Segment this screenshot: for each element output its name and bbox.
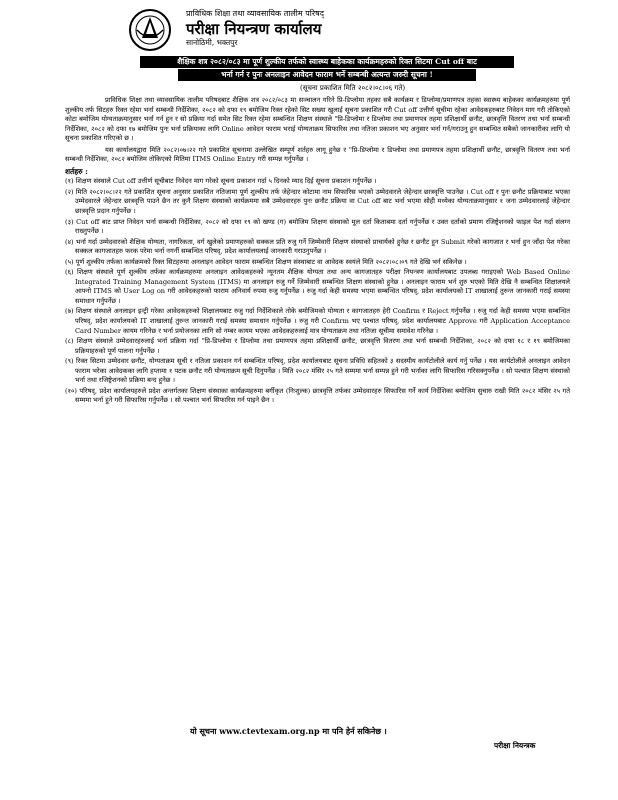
organization-name: प्राविधिक शिक्षा तथा व्यावसायिक तालीम परिषद् [186,9,324,18]
office-address: सानोठिमी, भक्तपुर [186,38,238,47]
office-title: परीक्षा नियन्त्रण कार्यालय [186,20,322,38]
conditions-list [65,177,570,406]
notice-body [65,96,570,407]
condition-item: (६) शिक्षण संस्थाले पूर्ण शुल्कीय तर्फका कार्यक्रमहरुमा अनलाइन आवेदकहरुको न्यूनतम शैक्षिक योग्यता तथा अन्य कागजातहरु परीक्षा नियन्त्रण कार्यालयबाट उपलब्ध गराइएको Web Based Online Integrated Training Management System (ITMS) मा अनलाइन रुजु गर्ने जिम्मेवारी सम्बन्धित शिक्षण संस्थाको हुनेछ । अनलाइन फाराम भर्न शुरु भएको मिति देखि नै सम्बन्धित शिक्षालयले आफ्नो ITMS को User Log on गरी आवेदकहरुको फाराम अनिवार्य रुपमा रुजु गर्नुपर्नेछ । रुजु गर्दा केही समस्या भएमा सम्बन्धित परिषद्, प्रदेश कार्यालयको IT शाखालाई तुरुन्त जानकारी गराई समस्या समाधान गर्नुपर्नेछ । [65,268,570,305]
publication-date: (सूचना प्रकाशित मिति २०८२।०८।०६ गते) [300,84,406,92]
notice-banner-line-1: शैक्षिक शत्र २०८२/०८३ मा पूर्ण शुल्कीय तर्फको स्वास्थ्य बाहेकका कार्यक्रमहरुको रिक्त सिटमा Cut off बाट [140,56,514,68]
condition-item: (८) शिक्षण संस्थाले उम्मेदवारहरुलाई भर्ना प्रक्रिया गर्दा "प्रि-डिप्लोमा र डिप्लोमा तथा प्रमाणपत्र तहमा प्रशिक्षार्थी छनौट, छात्रवृत्ति वितरण तथा भर्ना सम्बन्धी निर्देशिका, २०८२ को दफा १८ र १९ बमोजिमका प्रक्रियाहरुको पूर्ण पालना गर्नुपर्नेछ । [65,337,570,355]
condition-item: (९) रिक्त सिटमा उम्मेदवार छनौट, योग्यताक्रम सूची र नतिजा प्रकाशन गर्न सम्बन्धित परिषद्, प्रदेश कार्यालयबाट सूचना प्रविधि सहितको ३ सदस्यीय कार्यटोलीले कार्य गर्नु पर्नेछ । यस कार्यटोलीले अनलाइन आवेदन फाराम भरेका आवेदकका लागि हप्तामा १ पटक छनौट गरी योग्यताक्रम सूची दिनुपर्नेछ । मिति २०८२ मंसिर २५ गते सम्ममा भर्ना सम्पन्न हुने गरी भर्नाका लागि सिफारिस गरिसक्नुपर्नेछ । सो पश्चात शिक्षण संस्थाको भर्ना तथा रजिष्ट्रेशनको प्रक्रिया बन्द हुनेछ । [65,357,570,385]
condition-item: (३) Cut off बाट प्राप्त निवेदन भर्ना सम्बन्धी निर्देशिका, २०८२ को दफा १९ को खण्ड (ग) बमोजिम शिक्षण संस्थाको मूल दर्ता किताबमा दर्ता गर्नुपर्नेछ र उक्त दर्ताको प्रमाण रजिष्ट्रेशनको फाइल पेश गर्दा संलग्न राख्नुपर्नेछ । [65,217,570,236]
condition-item: (७) शिक्षण संस्थाले अनलाइन इन्ट्री गरेका आवेदकहरुको शिक्षालयबाट रुजु गर्दा निर्देशिकाले तोके बमोजिमको योग्यता र कागजातहरु हेरी Confirm र Reject गर्नुपर्नेछ । रुजु गर्दा केही समस्या भएमा सम्बन्धित परिषद्, प्रदेश कार्यालयको IT शाखालाई तुरुन्त जानकारी गराई समस्या समाधान गर्नुपर्नेछ । रुजु गरी Confirm भए पश्चात परिषद्, प्रदेश कार्यालयबाट Approve गरी Application Acceptance Card Number कायम गरिनेछ र भर्ना प्रयोजनका लागि सो नम्बर कायम भएका आवेदकहरुलाई मात्र योग्यताक्रम तथा नतिजा सूचीमा समावेश गरिनेछ । [65,307,570,335]
notice-banner-line-2: भर्ना गर्न र पुनः अनलाइन आवेदन फाराम भर्ने सम्बन्धी अत्यन्त जरुरी सूचना ! [178,69,476,81]
signatory-title: परीक्षा नियन्त्रक [494,741,536,750]
condition-item: (२) मिति २०८२।०८।२२ गते प्रकाशित सूचना अनुसार प्रकाशित नतिजामा पूर्ण शुल्कीय तर्फ जेहेन्दार कोटामा नाम सिफारिस भएको उम्मेदवारले जेहेन्दार छात्रवृत्ति पाउनेछ । Cut off र पुनः छनौट प्रक्रियाबाट भएका उम्मेदवारले जेहेन्दार छात्रवृत्ति पाउने छैन तर कुनै शिक्षण संस्थाको कार्यक्रममा सबै उम्मेदवारहरु पुनः छनौट प्रक्रिया वा Cut off बाट भर्ना भएमा सोही मध्येका योग्यताक्रमानुसार १ जना उम्मेदवारलाई जेहेन्दार छात्रवृत्ति प्रदान गर्नुपर्नेछ । [65,187,570,216]
website-note: यो सूचना www.ctevtexam.org.np मा पनि हेर्न सकिनेछ । [190,726,387,736]
condition-item: (५) पूर्ण शुल्कीय तर्फका कार्यक्रमको रिक्त सिटहरुमा अनलाइन आवेदन फाराम सम्बन्धित शिक्षण संस्थाबाट वा आवेदक स्वयंले मिति २०८२।०८।०९ गते देखि भर्न सकिनेछ । [65,257,467,266]
intro-paragraph: प्राविधिक शिक्षा तथा व्यावसायिक तालीम परिषदबाट शैक्षिक शत्र २०८२/०८३ मा सञ्चालन गरिने प्रि-डिप्लोमा तहका सबै कार्यक्रम र डिप्लोमा/प्रमाणपत्र तहका स्वास्थ्य बाहेकका कार्यक्रमहरुमा पूर्ण शुल्कीय तर्फ सिटहरु रिक्त रहेमा भर्ना सम्बन्धी निर्देशिका, २०८२ को दफा १९ बमोजिम रिक्त रहेको सिट सख्या खुलाई सूचना प्रकाशित गरी Cut off उत्तीर्ण सूचीमा रहेका आवेदकहरुबाट निवेदन माग गरी तोकिएको कोटा बमोजिम योग्यताक्रमानुसार भर्ना गर्न हुन र सो प्रक्रिया गर्दा समेत सिट रिक्त रहेमा सम्बन्धित शिक्षण संस्थाले "प्रि-डिप्लोमा र डिप्लोमा तथा प्रमाणपत्र तहमा प्रशिक्षार्थी छनौट, छात्रवृत्ति वितरण तथा भर्ना सम्बन्धी निर्देशिका, २०८२ को दफा १७ बमोजिम पुनः भर्ना प्रक्रियाका लागि Online आवेदन फाराम भराई योग्यताक्रम सिफारिस तथा नतिजा प्रकाशन भए अनुसार भर्ना गर्न/गराउनु हुन सम्बन्धित सबैको जानकारीका लागि यो सूचना प्रकाशित गरिएको छ । [65,96,570,143]
nepal-emblem-icon [128,8,172,52]
conditions-paragraph: यस कार्यालयद्वारा मिति २०८२।०७।२२ गते प्रकाशित सूचनामा उल्लेखित सम्पूर्ण शर्तहरु लागू हुनेछ र "प्रि-डिप्लोमा र डिप्लोमा तथा प्रमाणपत्र तहमा प्रशिक्षार्थी छनौट, छात्रवृत्ति वितरण तथा भर्ना सम्बन्धी निर्देशिका, २०८२ बमोजिम तोकिएको मितिमा ITMS Online Entry गरी सम्पन्न गर्नुपर्नेछ । [65,145,570,164]
condition-item: (१०) परिषद्, प्रदेश कार्यालयहरुले प्रदेश अन्तर्गतका शिक्षण संस्थाका कार्यक्रमहरुमा बर्गीकृत (निःशुल्क) छात्रवृत्ति तर्फका उम्मेदवारहरु सिफारिस गर्ने कार्य निर्देशिका बमोजिम सुचारु राखी मिति २०८२ मंसिर २५ गते सम्ममा भर्ना हुने गरी सिफारिस गर्नुपर्नेछ । सो पश्चात भर्ना सिफारिस गर्न पाइने छैन । [65,386,570,405]
terms-heading: शर्तहरु : [65,166,88,176]
condition-item: (१) शिक्षण संस्थाले Cut off उत्तीर्ण सूचीबाट निवेदन माग गरेको सूचना प्रकाशन गर्दा ५ दिनको म्याद दिई सूचना प्रकाशन गर्नुपर्नेछ । [65,177,377,186]
condition-item: (४) भर्ना गर्दा उम्मेदवारको शैक्षिक योग्यता, नागरिकता, वर्ग खुलेको प्रमाणहरुको सक्कल प्रति रुजु गर्ने जिम्मेवारी शिक्षण संस्थाको प्राचार्यको हुनेछ र छनौट हुन Submit गरेको कागजात र भर्ना हुन जाँदा पेश गरेका सक्कल कागजातहरु फरक परेमा भर्ना नगर्नी सम्बन्धित परिषद्, प्रदेश कार्यालयलाई जानकारी गराउनुपर्नेछ । [65,237,570,256]
